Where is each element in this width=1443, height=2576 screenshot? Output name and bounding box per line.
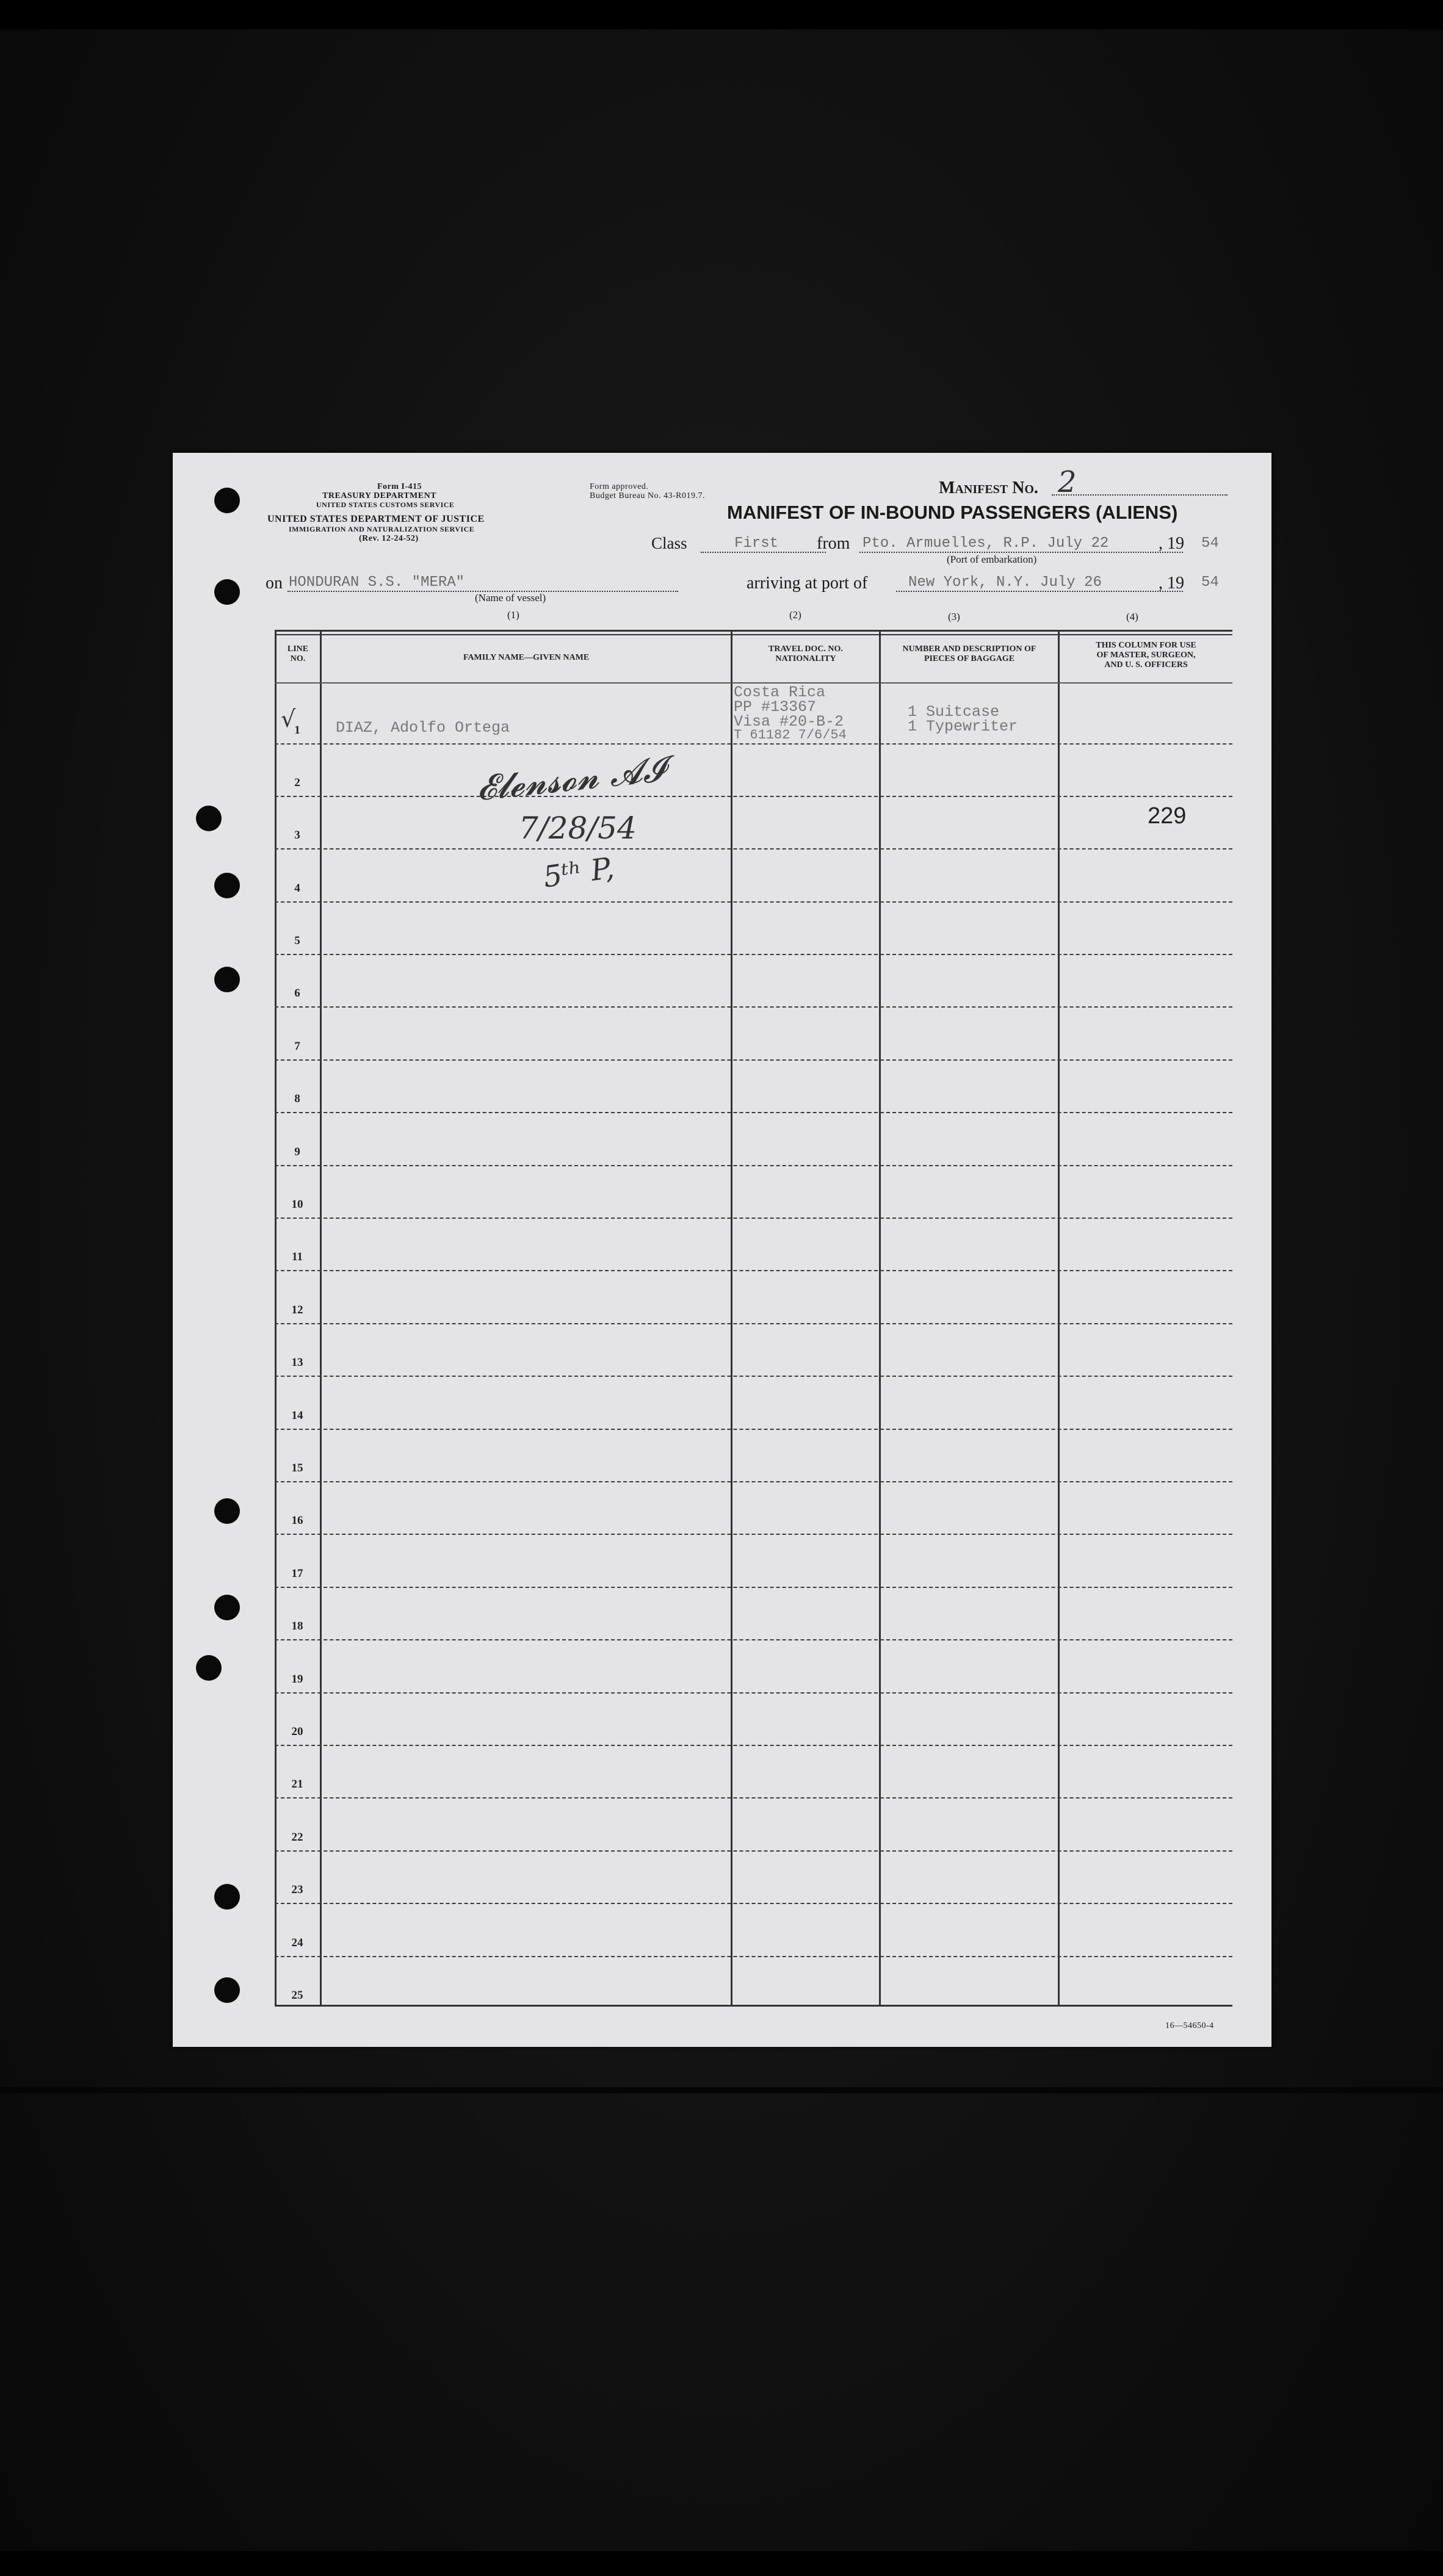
col-divider-name <box>731 630 732 2007</box>
header-line-no: LINE NO. <box>287 644 309 663</box>
binder-hole <box>196 806 222 831</box>
header-officers: THIS COLUMN FOR USE OF MASTER, SURGEON, AND U. S. OFFICERS <box>1096 641 1196 669</box>
line-number: 25 <box>291 1989 303 2002</box>
col-divider-travel <box>879 630 881 2007</box>
binder-hole <box>214 967 240 992</box>
line-number: 8 <box>294 1092 300 1105</box>
manifest-blank <box>1052 494 1228 496</box>
col-number-4: (4) <box>1126 611 1138 622</box>
customs-service: UNITED STATES CUSTOMS SERVICE <box>316 500 455 509</box>
line-number: 2 <box>294 776 300 789</box>
line-number: 23 <box>291 1883 303 1896</box>
row-rule <box>275 1745 1232 1746</box>
line-number: 5 <box>294 934 300 947</box>
header-travel-doc: TRAVEL DOC. NO. NATIONALITY <box>769 644 843 663</box>
scan-divider <box>0 2087 1443 2093</box>
binder-hole <box>214 579 240 605</box>
arrival-value: New York, N.Y. July 26 <box>908 574 1102 591</box>
from-blank <box>859 552 1183 553</box>
row-rule <box>275 1429 1232 1430</box>
binder-hole <box>196 1655 222 1681</box>
line-number: 6 <box>294 987 300 1000</box>
line-number: 13 <box>291 1356 303 1369</box>
baggage-typewriter: 1 Typewriter <box>908 718 1018 735</box>
header-family-name: FAMILY NAME—GIVEN NAME <box>463 653 590 662</box>
arrival-year: 54 <box>1201 574 1219 591</box>
arriving-label: arriving at port of <box>747 574 868 593</box>
examiner-date: 7/28/54 <box>519 810 637 846</box>
row-rule <box>275 743 1232 745</box>
table-top-rule-2 <box>275 634 1232 635</box>
binder-hole <box>214 1884 240 1910</box>
row-rule <box>275 954 1232 955</box>
class-blank <box>701 552 826 553</box>
from-label: from <box>817 534 850 553</box>
line-number: 4 <box>294 882 300 895</box>
line-number: 18 <box>291 1620 303 1633</box>
table-top-rule <box>275 630 1232 632</box>
baggage-suitcase: 1 Suitcase <box>908 703 1000 721</box>
row-rule <box>275 1587 1232 1588</box>
col-divider-line <box>320 630 322 2007</box>
row-rule <box>275 1534 1232 1535</box>
from-year: 54 <box>1201 535 1219 552</box>
line-number: 7 <box>294 1040 300 1053</box>
line-number: 3 <box>294 829 300 842</box>
binder-hole <box>214 1498 240 1524</box>
examiner-signature: 𝓔𝓵𝓮𝓷𝓼𝓸𝓷 𝓐𝓘 <box>474 749 668 809</box>
binder-hole <box>214 1595 240 1620</box>
header-baggage: NUMBER AND DESCRIPTION OF PIECES OF BAGGAGE <box>902 644 1036 663</box>
row-rule <box>275 1692 1232 1694</box>
row-rule <box>275 1165 1232 1166</box>
manifest-title: MANIFEST OF IN-BOUND PASSENGERS (ALIENS) <box>727 502 1178 523</box>
check-mark: √ <box>281 705 296 732</box>
manifest-number: 2 <box>1058 465 1077 499</box>
class-value: First <box>734 535 779 552</box>
row-rule <box>275 1903 1232 1904</box>
print-code: 16—54650-4 <box>1165 2021 1214 2030</box>
arrival-year-prefix: , 19 <box>1159 574 1184 593</box>
line-number: 15 <box>291 1462 303 1474</box>
line-number: 19 <box>291 1673 303 1686</box>
embarkation-value: Pto. Armuelles, R.P. July 22 <box>863 535 1109 552</box>
row-rule <box>275 1481 1232 1482</box>
travel-ticket: T 61182 7/6/54 <box>734 727 847 743</box>
port-caption: (Port of embarkation) <box>947 554 1037 565</box>
line-number: 10 <box>291 1198 303 1211</box>
row-rule <box>275 901 1232 903</box>
row-rule <box>275 1270 1232 1271</box>
binder-hole <box>214 488 240 513</box>
travel-visa: Visa #20-B-2 <box>734 713 844 731</box>
col-number-2: (2) <box>789 609 801 621</box>
row-rule <box>275 1850 1232 1852</box>
line-number: 20 <box>291 1725 303 1738</box>
scan-bottom-band <box>0 2551 1443 2576</box>
line-number: 9 <box>294 1145 300 1158</box>
row-rule <box>275 1112 1232 1113</box>
row-rule <box>275 1006 1232 1008</box>
arrival-blank <box>896 591 1183 592</box>
line-number: 14 <box>291 1409 303 1422</box>
travel-nationality: Costa Rica <box>734 684 826 701</box>
row-rule <box>275 1956 1232 1957</box>
officer-number: 229 <box>1148 803 1187 829</box>
line-number: 1 <box>294 724 300 737</box>
manifest-form-page <box>173 453 1271 2047</box>
row-rule <box>275 1376 1232 1377</box>
revision-date: (Rev. 12-24-52) <box>359 534 419 543</box>
col-number-1: (1) <box>507 609 519 621</box>
line-number: 22 <box>291 1831 303 1844</box>
row-rule <box>275 848 1232 850</box>
line-number: 12 <box>291 1304 303 1316</box>
line-number: 24 <box>291 1936 303 1949</box>
examiner-initials: 5ᵗʰ P, <box>541 851 617 895</box>
table-bottom-rule <box>275 2005 1232 2007</box>
col-number-3: (3) <box>948 611 960 622</box>
row-rule <box>275 1059 1232 1061</box>
binder-hole <box>214 873 240 898</box>
class-label: Class <box>651 534 687 552</box>
manifest-label: Manifest No. <box>939 478 1038 497</box>
scan-top-band <box>0 0 1443 29</box>
line-number: 17 <box>291 1567 303 1580</box>
row-rule <box>275 1218 1232 1219</box>
line-number: 21 <box>291 1778 303 1791</box>
budget-bureau: Budget Bureau No. 43-R019.7. <box>590 491 705 500</box>
form-number: Form I-415 <box>377 482 422 491</box>
vessel-name: HONDURAN S.S. "MERA" <box>289 574 465 591</box>
row-rule <box>275 796 1232 797</box>
line-number: 11 <box>292 1250 303 1263</box>
passenger-table <box>275 630 1232 2007</box>
row-rule <box>275 1797 1232 1799</box>
vessel-caption: (Name of vessel) <box>475 592 546 604</box>
justice-dept: UNITED STATES DEPARTMENT OF JUSTICE <box>267 514 485 524</box>
form-approved: Form approved. <box>590 482 649 491</box>
row-rule <box>275 1323 1232 1324</box>
col-divider-baggage <box>1058 630 1060 2007</box>
from-year-prefix: , 19 <box>1159 534 1184 553</box>
passenger-name: DIAZ, Adolfo Ortega <box>336 719 510 737</box>
row-rule <box>275 1639 1232 1640</box>
treasury-dept: TREASURY DEPARTMENT <box>322 491 437 500</box>
on-label: on <box>266 574 283 593</box>
travel-passport: PP #13367 <box>734 698 817 716</box>
binder-hole <box>214 1977 240 2003</box>
line-number: 16 <box>291 1514 303 1527</box>
ins-service: IMMIGRATION AND NATURALIZATION SERVICE <box>289 525 475 533</box>
